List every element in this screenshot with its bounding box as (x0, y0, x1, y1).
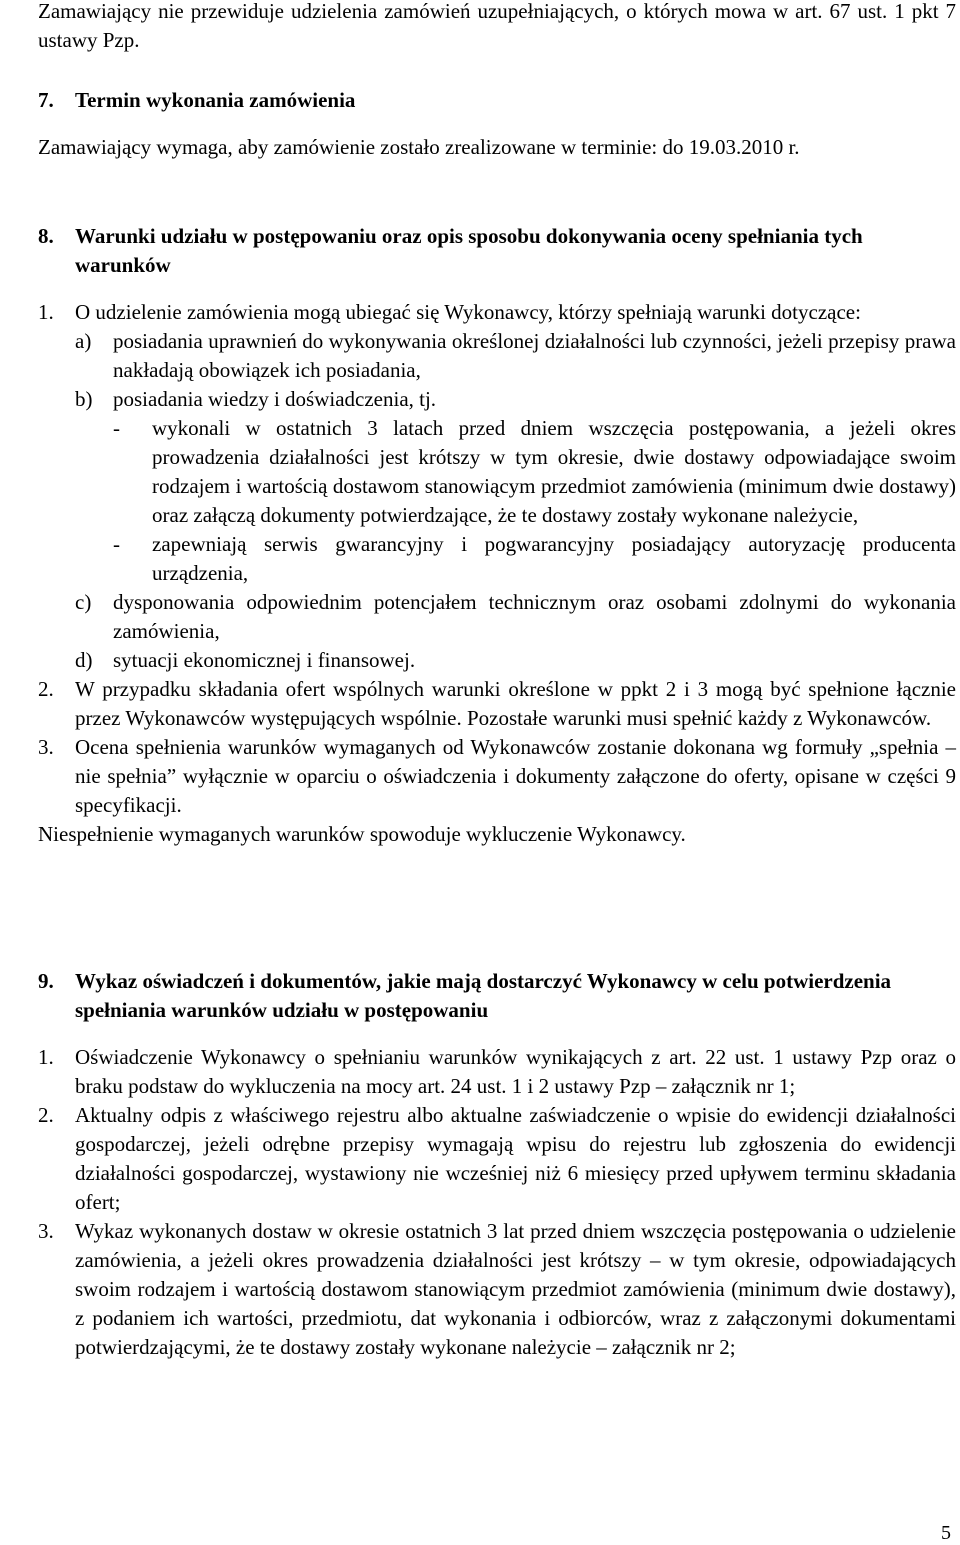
condition-c (38, 588, 956, 646)
list-item-text: zapewniają serwis gwarancyjny i pogwarancyjny posiadający autoryzację producenta urządzenia, (152, 532, 956, 585)
list-number: 2. (38, 1103, 54, 1127)
list-item-text: Oświadczenie Wykonawcy o spełnianiu warunków wynikających z art. 22 ust. 1 ustawy Pzp oraz o braku podstaw do wykluczenia na mocy art. 24 ust. 1 i 2 ustawy Pzp – załącznik nr 1; (75, 1045, 956, 1098)
list-number: 2. (38, 677, 54, 701)
list-item-text: dysponowania odpowiednim potencjałem technicznym oraz osobami zdolnymi do wykonania zamówienia, (113, 590, 956, 643)
section-8-list (38, 298, 956, 849)
list-number: 3. (38, 735, 54, 759)
section-8-closing: Niespełnienie wymaganych warunków spowoduje wykluczenie Wykonawcy. (38, 822, 686, 846)
list-label: c) (75, 590, 92, 614)
list-item-text: O udzielenie zamówienia mogą ubiegać się Wykonawcy, którzy spełniają warunki dotyczące: (75, 300, 861, 324)
section-7-body: Zamawiający wymaga, aby zamówienie zostało zrealizowane w terminie: do 19.03.2010 r. (38, 135, 800, 159)
condition-b (38, 385, 956, 414)
list-item-text: Wykaz wykonanych dostaw w okresie ostatnich 3 lat przed dniem wszczęcia postępowania o udzielenie zamówienia, a jeżeli okres prowadzenia działalności jest krótszy – w tym okresie, odpowiadających swoim rodzajem i wartością dostawom stanowiącym przedmiot zamówienia (minimum dwie dostawy), z podaniem ich wartości, przedmiotu, dat wykonania i odbiorców, wraz z załączonymi dokumentami potwierdzającymi, że te dostawy zostały wykonane należycie – załącznik nr 2; (75, 1219, 956, 1359)
list-number: 1. (38, 300, 54, 324)
section-7-title: Termin wykonania zamówienia (75, 88, 356, 112)
section-8-title: Warunki udziału w postępowaniu oraz opis sposobu dokonywania oceny spełniania tych warunków (75, 224, 863, 277)
section-7-heading (38, 86, 956, 115)
section-9-item-3 (38, 1217, 956, 1362)
list-item-text: sytuacji ekonomicznej i finansowej. (113, 648, 416, 672)
section-8-number: 8. (38, 224, 54, 248)
list-item-text: W przypadku składania ofert wspólnych warunki określone w ppkt 2 i 3 mogą być spełnione łącznie przez Wykonawców występujących wspólnie. Pozostałe warunki musi spełnić każdy z Wykonawców. (75, 677, 956, 730)
list-item-text: posiadania uprawnień do wykonywania określonej działalności lub czynności, jeżeli przepisy prawa nakładają obowiązek ich posiadania, (113, 329, 956, 382)
section-8-item-1 (38, 298, 956, 327)
condition-a (38, 327, 956, 385)
section-8-item-3 (38, 733, 956, 820)
dash-bullet: - (113, 416, 120, 440)
list-item-text: Ocena spełnienia warunków wymaganych od Wykonawców zostanie dokonana wg formuły „spełnia – nie spełnia” wyłącznie w oparciu o oświadczenia i dokumenty załączone do oferty, opisane w części 9 specyfikacji. (75, 735, 956, 817)
dash-bullet: - (113, 532, 120, 556)
section-9-title: Wykaz oświadczeń i dokumentów, jakie mają dostarczyć Wykonawcy w celu potwierdzenia spełniania warunków udziału w postępowaniu (75, 969, 892, 1022)
list-item-text: posiadania wiedzy i doświadczenia, tj. (113, 387, 437, 411)
section-9-number: 9. (38, 969, 54, 993)
list-label: a) (75, 329, 92, 353)
list-item-text: Aktualny odpis z właściwego rejestru albo aktualne zaświadczenie o wpisie do ewidencji działalności gospodarczej, jeżeli odrębne przepisy wymagają wpisu do rejestru lub zgłoszenia do ewidencji działalności gospodarczej, wystawiony nie wcześniej niż 6 miesięcy przed upływem terminu składania ofert; (75, 1103, 956, 1214)
section-9-item-1 (38, 1043, 956, 1101)
list-number: 3. (38, 1219, 54, 1243)
page-number: 5 (941, 1522, 951, 1544)
section-9-item-2 (38, 1101, 956, 1217)
condition-b-dash-1 (38, 414, 956, 530)
list-number: 1. (38, 1045, 54, 1069)
list-label: b) (75, 387, 93, 411)
condition-d (38, 646, 956, 675)
section-8-heading (38, 222, 956, 280)
section-8-item-2 (38, 675, 956, 733)
list-label: d) (75, 648, 93, 672)
section-7-number: 7. (38, 88, 54, 112)
section-9-list (38, 1043, 956, 1362)
list-item-text: wykonali w ostatnich 3 latach przed dniem wszczęcia postępowania, a jeżeli okres prowadzenia działalności jest krótszy w tym okresie, dwie dostawy odpowiadające swoim rodzajem i wartością dostawom stanowiącym przedmiot zamówienia (minimum dwie dostawy) oraz załączą dokumenty potwierdzające, że te dostawy zostały wykonane należycie, (152, 416, 956, 527)
section-9-heading (38, 967, 956, 1025)
intro-paragraph: Zamawiający nie przewiduje udzielenia zamówień uzupełniających, o których mowa w art. 67 ust. 1 pkt 7 ustawy Pzp. (38, 0, 956, 52)
condition-b-dash-2 (38, 530, 956, 588)
